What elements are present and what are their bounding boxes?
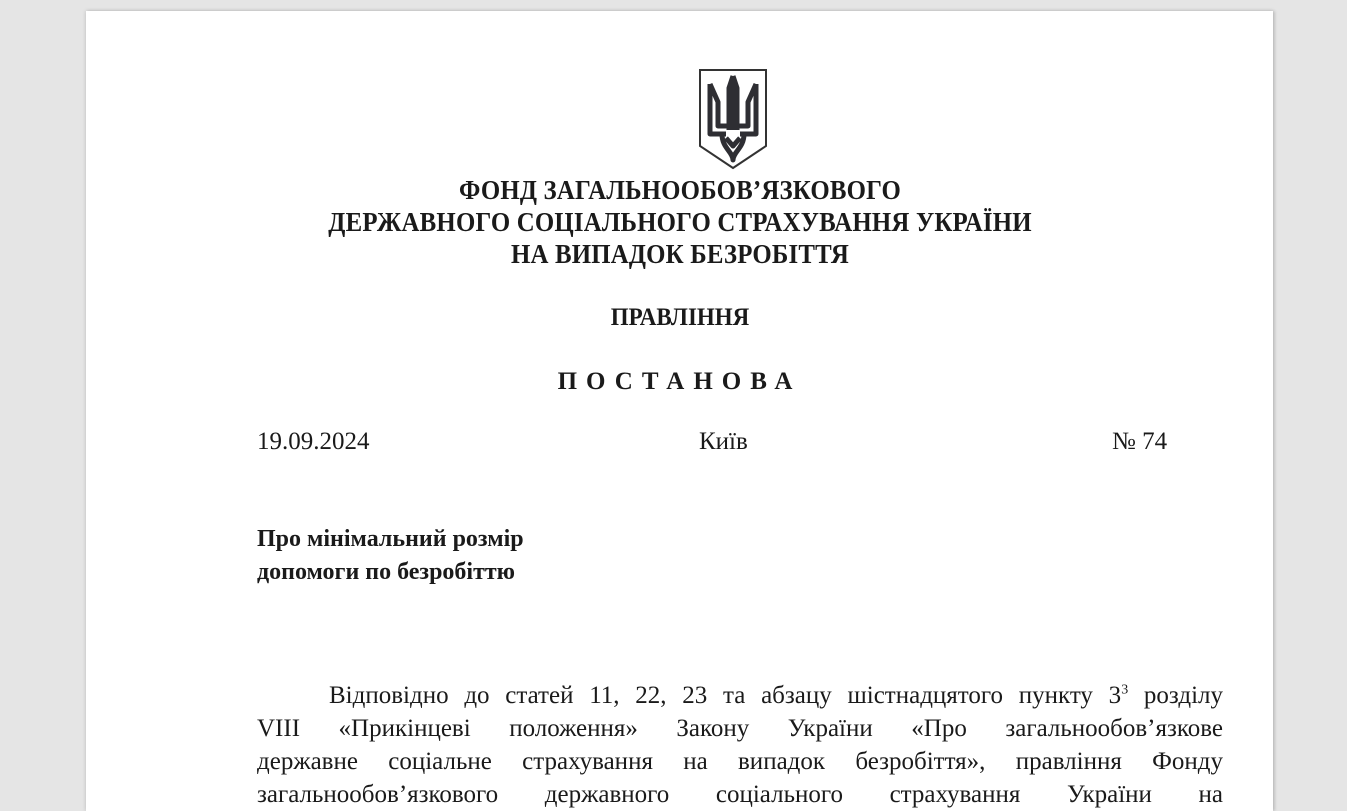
subject-line2: допомоги по безробіттю [257,559,516,585]
document-page [86,11,1273,811]
document-body [257,679,1223,811]
document-number: № 74 [1112,428,1168,455]
subject-line1: Про мінімальний розмір [257,526,524,552]
board-heading: ПРАВЛІННЯ [610,304,750,331]
body-line2: VIII «Прикінцеві положення» Закону України «Про загальнообов’язкове [257,715,1223,742]
coat-of-arms-icon [698,68,768,170]
body-line1: Відповідно до статей 11, 22, 23 та абзацу шістнадцятого пункту $3^3$ розділу [329,682,1223,709]
organization-title [134,174,1226,270]
body-line3: державне соціальне страхування на випадок безробіття», правління Фонду [257,748,1223,775]
document-date: 19.09.2024 [257,428,370,455]
organization-title-line2: ДЕРЖАВНОГО СОЦІАЛЬНОГО СТРАХУВАННЯ УКРАЇНИ [328,207,1032,237]
organization-title-line3: НА ВИПАДОК БЕЗРОБІТТЯ [510,239,850,269]
document-city: Київ [699,428,748,455]
document-type-heading: ПОСТАНОВА [557,368,802,395]
organization-title-line1: ФОНД ЗАГАЛЬНООБОВ’ЯЗКОВОГО [459,175,901,205]
document-subject [257,523,524,589]
superscript: 3 [1121,682,1129,698]
body-line4: загальнообов’язкового державного соціального страхування України на [257,781,1223,808]
